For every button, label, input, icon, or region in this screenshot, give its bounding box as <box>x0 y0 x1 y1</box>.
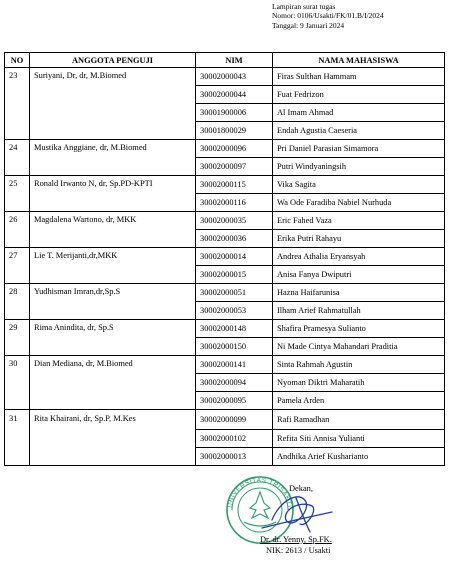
table-row <box>5 140 445 158</box>
student-nim: 30001900006 <box>196 104 273 122</box>
student-name: Wa Ode Faradiba Nabiel Nurhuda <box>273 194 445 212</box>
student-name: Al Imam Ahmad <box>273 104 445 122</box>
examiner-name: Rita Khairani, dr, Sp.P, M.Kes <box>30 410 196 466</box>
examiner-name: Mustika Anggiane, dr, M.Biomed <box>30 140 196 176</box>
student-name: Pri Daniel Parasian Simamora <box>273 140 445 158</box>
student-name: Nyoman Diktri Maharatih <box>273 374 445 392</box>
student-nim: 30002000096 <box>196 140 273 158</box>
table-row <box>5 284 445 302</box>
student-name: Rafi Ramadhan <box>273 410 445 430</box>
student-name: Andhika Arief Kusharianto <box>273 448 445 466</box>
table-body <box>5 68 445 466</box>
table-row <box>5 68 445 86</box>
group-number: 24 <box>5 140 30 176</box>
group-number: 28 <box>5 284 30 320</box>
student-nim: 30002000099 <box>196 410 273 430</box>
table-row <box>5 176 445 194</box>
letter-number: Nomor: 0106/Usakti/FK/01.B/I/2024 <box>272 11 384 21</box>
column-header-nim: NIM <box>196 53 273 68</box>
student-name: Andrea Athalia Eryansyah <box>273 248 445 266</box>
student-nim: 30002000043 <box>196 68 273 86</box>
examiner-name: Magdalena Wartono, dr, MKK <box>30 212 196 248</box>
examiner-name: Rima Anindita, dr, Sp.S <box>30 320 196 356</box>
student-name: Hazna Haifarunisa <box>273 284 445 302</box>
student-name: Eric Fahed Vaza <box>273 212 445 230</box>
table-row <box>5 410 445 430</box>
student-nim: 30002000044 <box>196 86 273 104</box>
student-nim: 30002000150 <box>196 338 273 356</box>
examiner-name: Dian Mediana, dr, M.Biomed <box>30 356 196 410</box>
examiner-name: Lie T. Merijanti,dr,MKK <box>30 248 196 284</box>
student-nim: 30002000014 <box>196 248 273 266</box>
table-row <box>5 356 445 374</box>
table-row <box>5 248 445 266</box>
column-header-examiner: ANGGOTA PENGUJI <box>30 53 196 68</box>
letter-header <box>272 2 384 30</box>
signatory-nik: NIK: 2613 / Usakti <box>266 546 331 555</box>
group-number: 26 <box>5 212 30 248</box>
student-name: Ilham Arief Rahmatullah <box>273 302 445 320</box>
student-nim: 30002000015 <box>196 266 273 284</box>
student-name: Endah Agustia Caeseria <box>273 122 445 140</box>
student-name: Anisa Fanya Dwiputri <box>273 266 445 284</box>
examiner-name: Suriyani, Dr, dr, M.Biomed <box>30 68 196 140</box>
examiner-table <box>4 52 445 466</box>
student-nim: 30002000095 <box>196 392 273 410</box>
group-number: 25 <box>5 176 30 212</box>
university-seal <box>227 477 293 543</box>
student-nim: 30002000035 <box>196 212 273 230</box>
student-name: Putri Windyaningsih <box>273 158 445 176</box>
group-number: 29 <box>5 320 30 356</box>
group-number: 30 <box>5 356 30 410</box>
student-nim: 30002000116 <box>196 194 273 212</box>
student-nim: 30002000013 <box>196 448 273 466</box>
student-nim: 30002000148 <box>196 320 273 338</box>
student-name: Firas Sulthan Hammam <box>273 68 445 86</box>
examiner-name: Ronald Irwanto N, dr, Sp.PD-KPTI <box>30 176 196 212</box>
signatory-name: Dr. dr. Yenny, Sp.FK. <box>260 535 332 544</box>
student-name: Sinta Rahmah Agustin <box>273 356 445 374</box>
student-name: Ni Made Cintya Mahandari Praditia <box>273 338 445 356</box>
student-nim: 30001800029 <box>196 122 273 140</box>
attachment-label: Lampiran surat tugas <box>272 2 336 11</box>
student-name: Fuat Fedrizon <box>273 86 445 104</box>
table-row <box>5 212 445 230</box>
column-header-student-name: NAMA MAHASISWA <box>273 53 445 68</box>
student-name: Pamela Arden <box>273 392 445 410</box>
student-name: Erika Putri Rahayu <box>273 230 445 248</box>
student-nim: 30002000036 <box>196 230 273 248</box>
table-row <box>5 320 445 338</box>
student-name: Vika Sagita <box>273 176 445 194</box>
signatory-title: Dekan, <box>289 484 313 493</box>
seal-text: UNIVERSITAS TRISAKTI <box>227 476 293 509</box>
student-name: Shafira Pramesya Sulianto <box>273 320 445 338</box>
column-header-no: NO <box>5 53 30 68</box>
table-header-row <box>5 53 445 68</box>
group-number: 23 <box>5 68 30 140</box>
group-number: 31 <box>5 410 30 466</box>
student-name: Refita Siti Annisa Yulianti <box>273 430 445 448</box>
student-nim: 30002000053 <box>196 302 273 320</box>
svg-text:UNIVERSITAS TRISAKTI <box>227 477 293 508</box>
examiner-name: Yudhisman Imran,dr,Sp.S <box>30 284 196 320</box>
student-nim: 30002000102 <box>196 430 273 448</box>
handwritten-signature <box>262 497 332 532</box>
student-nim: 30002000094 <box>196 374 273 392</box>
letter-date: Tanggal: 9 Januari 2024 <box>272 20 345 30</box>
student-nim: 30002000141 <box>196 356 273 374</box>
student-nim: 30002000097 <box>196 158 273 176</box>
group-number: 27 <box>5 248 30 284</box>
student-nim: 30002000051 <box>196 284 273 302</box>
student-nim: 30002000115 <box>196 176 273 194</box>
